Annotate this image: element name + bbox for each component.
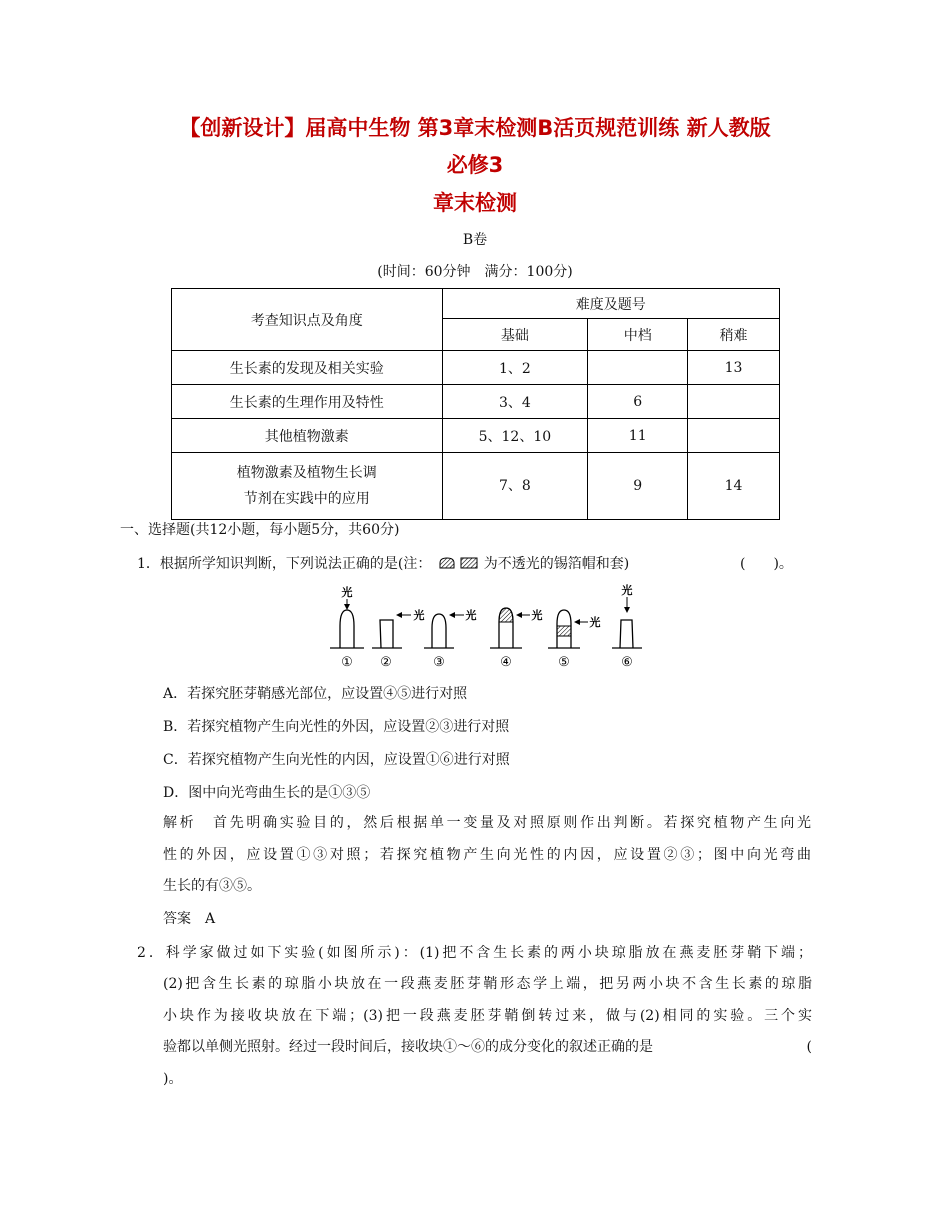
table-row xyxy=(172,351,780,385)
table-cell-topic: 其他植物激素 xyxy=(172,419,443,453)
light-label: 光 xyxy=(465,609,477,622)
time-info: (时间：60分钟 满分：100分) xyxy=(377,264,573,280)
table-cell-basic: 5、12、10 xyxy=(442,419,588,453)
sample-number: ④ xyxy=(500,655,512,670)
light-label: 光 xyxy=(341,586,353,599)
sample-5 xyxy=(548,610,601,670)
table-cell-mid: 6 xyxy=(588,385,688,419)
knowledge-table xyxy=(171,288,780,520)
question2-line: 小块作为接收块放在下端；(3)把一段燕麦胚芽鞘倒转过来，做与(2)相同的实验。三个实 xyxy=(163,1007,812,1024)
table-cell-hard: 14 xyxy=(688,453,780,520)
question2-line-4 xyxy=(163,1032,812,1064)
question1-stem-text: 1．根据所学知识判断，下列说法正确的是(注： xyxy=(137,556,432,572)
table-cell-mid: 9 xyxy=(588,453,688,520)
question1-stem xyxy=(137,553,629,573)
table-cell-topic: 生长素的发现及相关实验 xyxy=(172,351,443,385)
table-cell-mid xyxy=(588,351,688,385)
sample-number: ⑥ xyxy=(621,655,633,670)
table-cell-topic-line2: 节剂在实践中的应用 xyxy=(243,491,370,507)
sample-3 xyxy=(424,608,477,670)
question1-analysis xyxy=(163,808,811,903)
table-cell-basic: 1、2 xyxy=(442,351,588,385)
analysis-line: 解析 首先明确实验目的，然后根据单一变量及对照原则作出判断。若探究植物产生向光 xyxy=(163,815,811,831)
chapter-title: 章末检测 xyxy=(433,191,517,215)
table-header-hard: 稍难 xyxy=(688,319,780,351)
sample-number: ① xyxy=(341,655,353,670)
table-row xyxy=(172,385,780,419)
light-label: 光 xyxy=(621,584,633,597)
analysis-line: 性的外因，应设置①③对照；若探究植物产生向光性的内因，应设置②③；图中向光弯曲 xyxy=(163,846,811,863)
light-label: 光 xyxy=(589,616,601,629)
question2-answer-blank-open: ( xyxy=(806,1039,812,1055)
light-label: 光 xyxy=(531,609,543,622)
question1-answer: 答案 A xyxy=(163,911,216,927)
table-cell-basic: 7、8 xyxy=(442,453,588,520)
question2-stem-cont xyxy=(163,969,812,1095)
table-cell-basic: 3、4 xyxy=(442,385,588,419)
sample-number: ⑤ xyxy=(558,655,570,670)
question1-option-c: C．若探究植物产生向光性的内因，应设置①⑥进行对照 xyxy=(163,752,510,768)
question2-line: 2．科学家做过如下实验(如图所示)：(1)把不含生长素的两小块琼脂放在燕麦胚芽鞘下端； xyxy=(137,945,812,961)
table-cell-topic xyxy=(172,453,443,520)
light-label: 光 xyxy=(413,609,425,622)
table-header-knowledge: 考查知识点及角度 xyxy=(172,289,443,351)
sample-number: ② xyxy=(380,655,392,670)
table-cell-mid: 11 xyxy=(588,419,688,453)
section-heading: 一、选择题(共12小题，每小题5分，共60分) xyxy=(120,522,400,538)
table-cell-hard xyxy=(688,385,780,419)
question1-figure xyxy=(320,582,650,674)
question1-option-b: B．若探究植物产生向光性的外因，应设置②③进行对照 xyxy=(163,719,510,735)
foil-sleeve-icon xyxy=(460,557,478,569)
question1-option-d: D．图中向光弯曲生长的是①③⑤ xyxy=(163,785,371,801)
question1-stem-note: 为不透光的锡箔帽和套) xyxy=(483,556,630,572)
coleoptile-diagram xyxy=(320,582,650,674)
sample-6 xyxy=(612,583,642,670)
table-row xyxy=(172,419,780,453)
question1-answer-blank: ( )。 xyxy=(740,556,793,572)
table-header-basic: 基础 xyxy=(442,319,588,351)
table-header-mid: 中档 xyxy=(588,319,688,351)
table-cell-hard: 13 xyxy=(688,351,780,385)
sample-2 xyxy=(372,608,425,670)
question2-line: (2)把含生长素的琼脂小块放在一段燕麦胚芽鞘形态学上端，把另两小块不含生长素的琼脂 xyxy=(163,976,812,992)
table-cell-hard xyxy=(688,419,780,453)
document-title-line1: 【创新设计】届高中生物 第3章末检测B活页规范训练 新人教版 xyxy=(179,116,771,140)
table-row xyxy=(172,453,780,520)
foil-cap-icon xyxy=(439,557,455,569)
sample-4 xyxy=(490,608,543,670)
analysis-line: 生长的有③⑤。 xyxy=(163,878,261,894)
sample-number: ③ xyxy=(433,655,445,670)
question2-stem xyxy=(137,938,812,970)
table-cell-topic: 生长素的生理作用及特性 xyxy=(172,385,443,419)
table-header-difficulty: 难度及题号 xyxy=(442,289,780,319)
table-cell-topic-line1: 植物激素及植物生长调 xyxy=(236,465,377,481)
question2-answer-blank-close: )。 xyxy=(163,1070,183,1087)
question1-option-a: A．若探究胚芽鞘感光部位，应设置④⑤进行对照 xyxy=(163,686,468,702)
document-title-line2: 必修3 xyxy=(446,153,504,177)
volume-label: B卷 xyxy=(462,232,488,248)
question2-line: 验都以单侧光照射。经过一段时间后，接收块①～⑥的成分变化的叙述正确的是 xyxy=(163,1039,653,1055)
sample-1 xyxy=(330,585,364,670)
